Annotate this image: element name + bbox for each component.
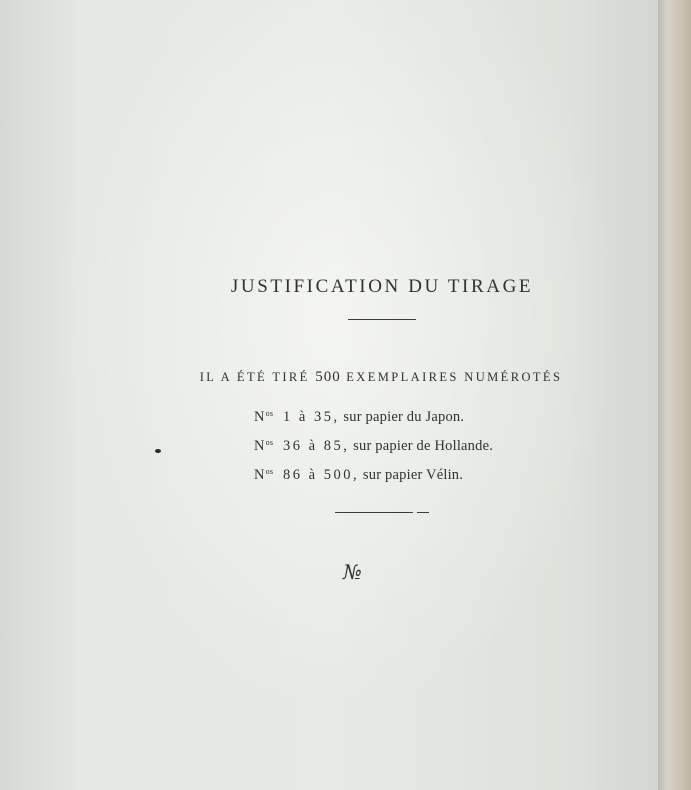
edition-row (254, 459, 493, 488)
edition-number-label: $N^{os}$ (254, 467, 274, 483)
edition-range: 36 à 85, (283, 438, 350, 454)
statement-after: EXEMPLAIRES NUMÉROTÉS (346, 370, 563, 384)
edition-paper: sur papier Vélin. (362, 467, 464, 483)
page-title: JUSTIFICATION DU TIRAGE (230, 276, 534, 297)
edition-range: 1 à 35, (283, 409, 340, 425)
edition-number-label: $N^{os}$ (254, 438, 274, 454)
page-edge (658, 0, 691, 790)
edition-list (254, 401, 493, 488)
edition-number-label: $N^{os}$ (254, 409, 274, 425)
ink-spot (155, 449, 161, 453)
print-run-statement (0, 369, 668, 386)
title-rule (348, 319, 416, 320)
edition-paper: sur papier de Hollande. (353, 438, 494, 454)
edition-paper: sur papier du Japon. (343, 409, 465, 425)
statement-before: IL A ÉTÉ TIRÉ (199, 370, 310, 384)
statement-count: 500 (315, 369, 341, 385)
copy-number-label: № (343, 560, 362, 584)
edition-row (254, 430, 493, 459)
edition-range: 86 à 500, (283, 467, 360, 483)
closing-rule (335, 512, 429, 513)
edition-row (254, 401, 493, 430)
